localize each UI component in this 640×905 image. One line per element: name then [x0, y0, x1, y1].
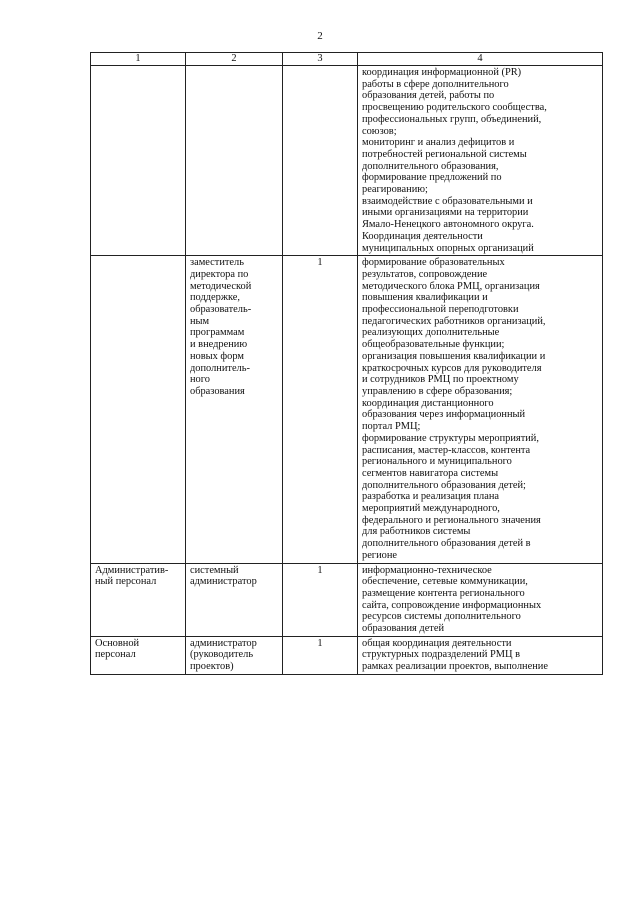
- position-cell: [186, 66, 283, 256]
- table-row: [91, 563, 603, 636]
- count-cell: [283, 66, 358, 256]
- duties-cell: информационно-техническое обеспечение, сетевые коммуникации, размещение контента регионального сайта, сопровождение информационных ресурсов системы дополнительного образования детей: [358, 563, 603, 636]
- duties-cell: общая координация деятельности структурных подразделений РМЦ в рамках реализации проектов, выполнение: [358, 636, 603, 674]
- staff-table: [90, 52, 603, 675]
- duties-cell: формирование образовательных результатов, сопровождение методического блока РМЦ, организация повышения квалификации и профессиональной переподготовки педагогических работников организаций, реализующих дополнительные общеобразовательные функции; организация повышения квалификации и краткосрочных курсов для руководителя и сотрудников РМЦ по проектному управлению в сфере образования; координация дистанционного образования через информационный портал РМЦ; формирование структуры мероприятий, расписания, мастер-классов, контента регионального и муниципального сегментов навигатора системы дополнительного образования детей; разработка и реализация плана мероприятий международного, федерального и регионального значения для работников системы дополнительного образования детей в регионе: [358, 256, 603, 563]
- position-cell: администратор (руководитель проектов): [186, 636, 283, 674]
- column-header: 2: [186, 53, 283, 66]
- duties-cell: координация информационной (PR) работы в сфере дополнительного образования детей, работы по просвещению родительского сообщества, профессиональных групп, объединений, союзов; мониторинг и анализ дефицитов и потребностей региональной системы дополнительного образования, формирование предложений по реагированию; взаимодействие с образовательными и иными организациями на территории Ямало-Ненецкого автономного округа. Координация деятельности муниципальных опорных организаций: [358, 66, 603, 256]
- column-header: 1: [91, 53, 186, 66]
- column-header: 4: [358, 53, 603, 66]
- count-cell: 1: [283, 636, 358, 674]
- table-row: [91, 636, 603, 674]
- table-row: [91, 256, 603, 563]
- category-cell: Административ- ный персонал: [91, 563, 186, 636]
- category-cell: Основной персонал: [91, 636, 186, 674]
- table-header-row: [91, 53, 603, 66]
- page-number: 2: [317, 30, 323, 42]
- position-cell: системный администратор: [186, 563, 283, 636]
- count-cell: 1: [283, 563, 358, 636]
- column-header: 3: [283, 53, 358, 66]
- position-cell: заместитель директора по методической поддержке, образователь- ным программам и внедрению новых форм дополнитель- ного образования: [186, 256, 283, 563]
- category-cell: [91, 66, 186, 256]
- count-cell: 1: [283, 256, 358, 563]
- category-cell: [91, 256, 186, 563]
- table-row: [91, 66, 603, 256]
